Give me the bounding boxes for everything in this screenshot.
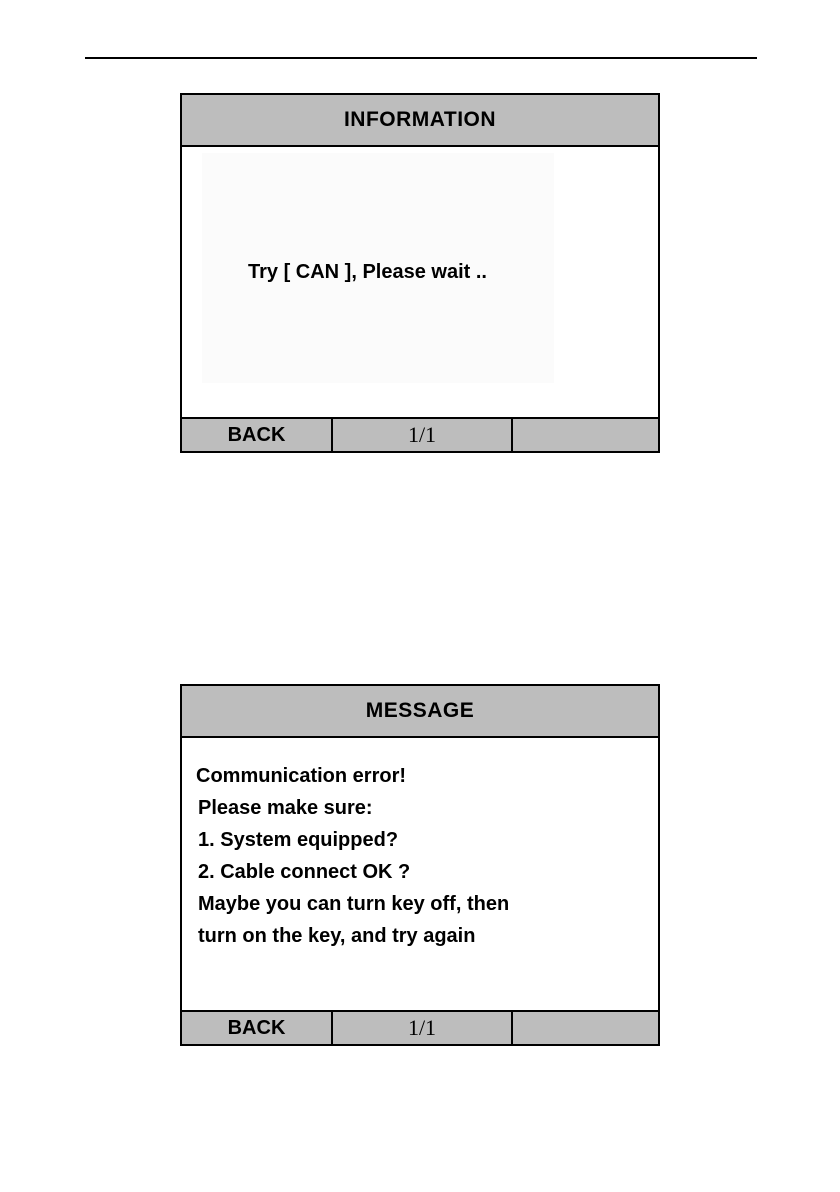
page-header-rule: [85, 57, 757, 59]
back-button[interactable]: BACK: [182, 419, 333, 451]
screen-content: [182, 147, 658, 417]
message-line: 2. Cable connect OK ?: [198, 861, 411, 883]
footer-empty-cell: [513, 419, 658, 451]
wait-message: Try [ CAN ], Please wait ..: [248, 261, 487, 283]
footer-empty-cell: [513, 1012, 658, 1044]
message-screen: [180, 684, 660, 1046]
screen-title: MESSAGE: [182, 686, 658, 738]
info-panel: [202, 153, 554, 383]
message-line: Maybe you can turn key off, then: [198, 893, 510, 915]
footer-bar: [182, 1010, 658, 1044]
information-screen: [180, 93, 660, 453]
message-line: Communication error!: [196, 765, 407, 787]
back-button[interactable]: BACK: [182, 1012, 333, 1044]
page-indicator: 1/1: [333, 419, 513, 451]
screen-title: INFORMATION: [182, 95, 658, 147]
message-lines: [196, 760, 652, 952]
page-indicator: 1/1: [333, 1012, 513, 1044]
screen-content: [182, 738, 658, 1010]
footer-bar: [182, 417, 658, 451]
message-line: 1. System equipped?: [198, 829, 399, 851]
message-line: turn on the key, and try again: [198, 925, 476, 947]
message-line: Please make sure:: [198, 797, 373, 819]
